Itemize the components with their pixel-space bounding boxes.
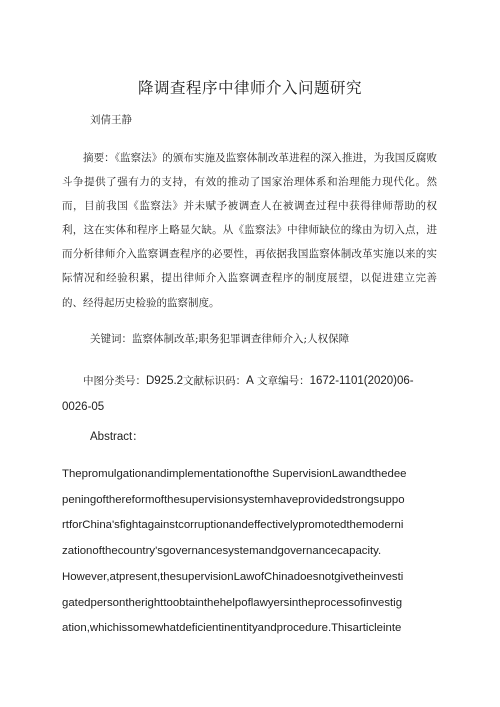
english-abstract-line: However,atpresent,thesupervisionLawofChinadoesnotgivetheinvesti — [62, 570, 404, 583]
english-abstract-line: zationofthecountry'sgovernancesystemandgovernancecapacity. — [62, 545, 382, 558]
keywords-line: 关键词：监察体制改革;职务犯罪调查律师介入;人权保障 — [90, 333, 350, 345]
english-abstract-line: ation,whichissomewhatdeficientinentityandprocedure.Thisarticleinte — [62, 622, 402, 635]
chinese-abstract: 摘要：《监察法》的颁布实施及监察体制改革进程的深入推进，为我国反腐败斗争提供了强有力的支持，有效的推动了国家治理体系和治理能力现代化。然而，目前我国《监察法》并未赋予被调查人在被调查过程中获得律师帮助的权利，这在实体和程序上略显欠缺。从《监察法》中律师缺位的缘由为切入点，进而分析律师介入监察调查程序的必要性，再依据我国监察体制改革实施以来的实际情况和经验积累，提出律师介入监察调查程序的制度展望，以促进建立完善的、经得起历史检验的监察制度。 — [62, 152, 437, 309]
article-number-label: 文章编号： — [257, 375, 310, 387]
doc-code: A — [246, 375, 254, 387]
paper-title: 降调查程序中律师介入问题研究 — [137, 79, 362, 97]
english-abstract-line: Thepromulgationandimplementationofthe SupervisionLawandthedee — [62, 468, 407, 480]
classification-line — [62, 368, 437, 420]
author-line: 刘倩王静 — [90, 114, 132, 126]
english-abstract-line: rtforChina'sfightagainstcorruptionandeffectivelypromotedthemoderni — [62, 519, 404, 532]
english-abstract — [62, 462, 438, 642]
english-abstract-label: Abstract： — [90, 431, 144, 443]
doc-code-label: 文献标识码： — [183, 375, 247, 387]
article-number: 1672-1101(2020)06-0026-05 — [62, 375, 414, 413]
english-abstract-line: gatedpersontherighttoobtainthehelpoflawyersintheprocessofinvestig — [62, 596, 403, 609]
class-number: D925.2 — [146, 375, 184, 387]
class-label: 中图分类号： — [83, 375, 146, 387]
english-abstract-line: peningofthereformofthesupervisionsystemhaveprovidedstrongsuppo — [62, 493, 405, 506]
